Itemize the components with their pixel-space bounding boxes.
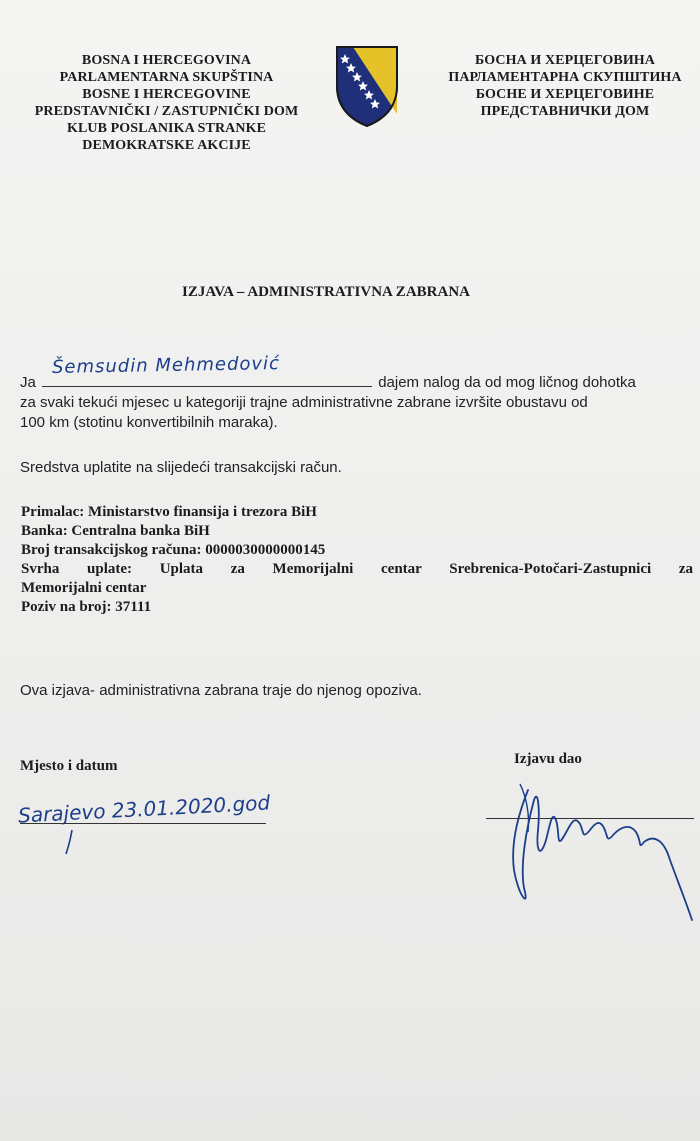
header-right-line: ПРЕДСТАВНИЧКИ ДОМ: [480, 104, 650, 119]
place-date-label: Mjesto i datum: [20, 758, 118, 774]
header-left-line: KLUB POSLANIKA STRANKE: [66, 121, 267, 136]
intro-line-1: [20, 353, 700, 393]
header-right-line: ПАРЛАМЕНТАРНА СКУПШТИНА: [448, 70, 682, 85]
coat-of-arms-icon: [331, 44, 403, 128]
reference-line: Poziv na broj: 37111: [21, 599, 152, 615]
accounts-text: Sredstva uplatite na slijedeći transakcijski račun.: [20, 459, 342, 476]
intro-line-3: 100 km (stotinu konvertibilnih maraka).: [20, 414, 278, 431]
intro-line1-suffix: dajem nalog da od mog ličnog dohotka: [378, 374, 636, 391]
revoke-text: Ova izjava- administrativna zabrana traje do njenog opoziva.: [20, 682, 422, 699]
header-right-line: БОСНЕ И ХЕРЦЕГОВИНЕ: [475, 87, 655, 102]
purpose-line-1: Svrha uplate: Uplata za Memorijalni centar Srebrenica-Potočari-Zastupnici za: [21, 561, 693, 577]
document-title: IZJAVA – ADMINISTRATIVNA ZABRANA: [182, 284, 470, 300]
header-left-line: BOSNE I HERCEGOVINE: [82, 87, 251, 102]
intro-prefix: Ja: [20, 374, 36, 391]
intro-paragraph: [20, 353, 700, 433]
header-right-line: БОСНА И ХЕРЦЕГОВИНА: [474, 53, 656, 68]
signature-icon: [490, 770, 700, 930]
payment-details: [21, 503, 693, 617]
handwritten-name: Šemsudin Mehmedović: [51, 353, 281, 378]
bank-line: Banka: Centralna banka BiH: [21, 523, 210, 539]
header-left-line: PREDSTAVNIČKI / ZASTUPNIČKI DOM: [34, 104, 299, 119]
header-left-line: BOSNA I HERCEGOVINA: [81, 53, 252, 68]
purpose-line-2: Memorijalni centar: [21, 580, 147, 596]
header-right-cyrillic: [430, 52, 700, 120]
given-by-label: Izjavu dao: [514, 751, 582, 767]
handwriting-stroke-icon: [40, 800, 300, 870]
intro-line-2: za svaki tekući mjesec u kategoriji trajne administrativne zabrane izvršite obustavu od: [20, 394, 588, 411]
recipient-line: Primalac: Ministarstvo finansija i trezora BiH: [21, 504, 317, 520]
header-left-latin: [14, 52, 319, 154]
account-line: Broj transakcijskog računa: 0000030000000145: [21, 542, 326, 558]
handwritten-place-date: Sarajevo 23.01.2020.god: [17, 790, 271, 828]
header-left-line: PARLAMENTARNA SKUPŠTINA: [59, 70, 274, 85]
header-left-line: DEMOKRATSKE AKCIJE: [82, 138, 251, 153]
name-blank-line: [42, 353, 372, 387]
